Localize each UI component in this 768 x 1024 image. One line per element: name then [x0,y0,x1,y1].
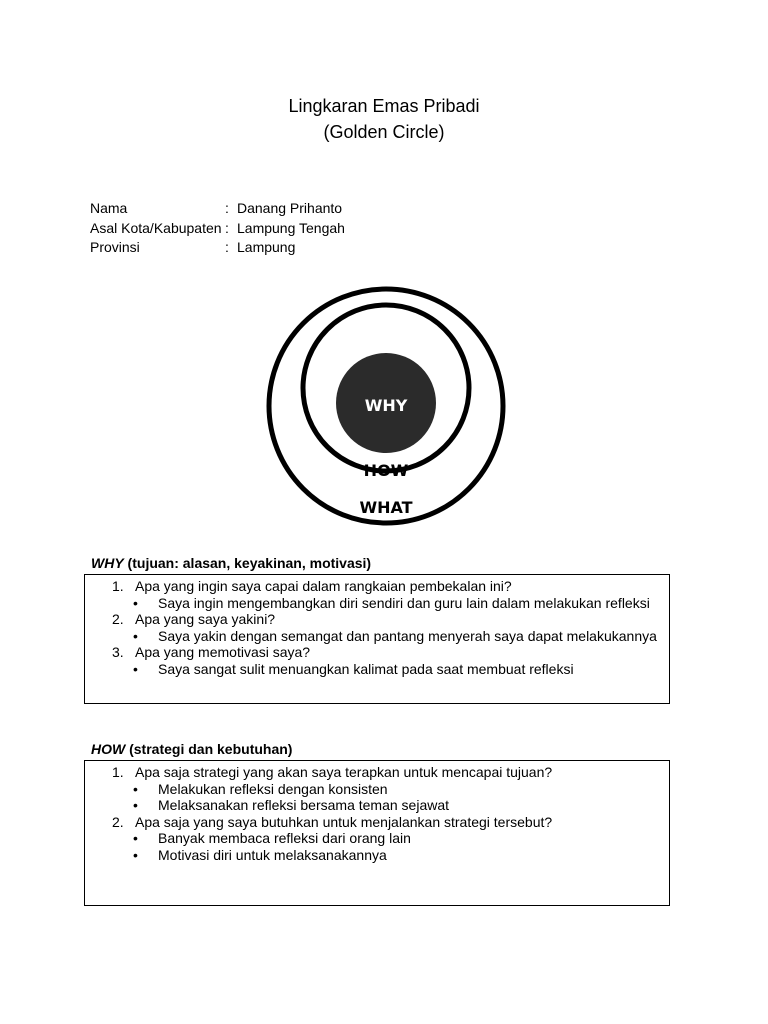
how-heading [91,741,292,757]
page-title [0,93,768,145]
bullet-icon: • [133,594,138,611]
answer-bullet [85,797,669,814]
info-row-nama [90,199,345,219]
bullet-icon: • [133,780,138,797]
info-value: Danang Prihanto [237,200,343,216]
bullet-icon: • [133,797,138,814]
info-label: Provinsi [90,239,140,255]
question-item [85,764,669,781]
answer-text: Saya ingin mengembangkan diri sendiri dan guru lain dalam melakukan refleksi [158,594,650,611]
answer-bullet [85,628,669,645]
answer-bullet [85,781,669,798]
question-text: Apa saja yang saya butuhkan untuk menjalankan strategi tersebut? [135,813,553,830]
info-value: Lampung Tengah [237,219,345,236]
how-heading-key: HOW [91,741,126,757]
bullet-icon: • [133,846,138,863]
question-number: 1. [112,764,124,780]
identity-block [90,199,345,258]
answer-text: Saya yakin dengan semangat dan pantang menyerah saya dapat melakukannya [158,627,657,644]
why-answer-box [84,574,670,704]
answer-bullet [85,595,669,612]
info-colon: : [225,219,229,236]
answer-text: Saya sangat sulit menuangkan kalimat pada saat membuat refleksi [158,660,574,677]
bullet-icon: • [133,627,138,644]
what-label: WHAT [359,498,413,517]
question-number: 2. [112,813,124,830]
info-label: Nama [90,200,128,216]
question-text: Apa yang saya yakini? [135,611,276,628]
question-number: 1. [112,578,124,594]
info-row-kota [90,219,345,239]
bullet-icon: • [133,660,138,677]
bullet-icon: • [133,830,138,847]
question-text: Apa saja strategi yang akan saya terapkan untuk mencapai tujuan? [135,764,553,780]
how-heading-rest: (strategi dan kebutuhan) [125,741,293,757]
info-label: Asal Kota/Kabupaten [90,219,222,236]
info-value: Lampung [237,239,296,255]
info-colon: : [225,200,229,216]
question-number: 3. [112,644,124,661]
answer-text: Melaksanakan refleksi bersama teman sejawat [158,797,450,814]
answer-text: Motivasi diri untuk melaksanakannya [158,846,387,863]
title-line-1: Lingkaran Emas Pribadi [288,96,480,116]
why-label: WHY [364,396,408,415]
answer-bullet [85,830,669,847]
question-item [85,814,669,831]
info-colon: : [225,239,229,255]
golden-circle-diagram [266,282,506,530]
title-line-2: (Golden Circle) [323,122,445,142]
answer-text: Melakukan refleksi dengan konsisten [158,780,388,797]
question-text: Apa yang ingin saya capai dalam rangkaian pembekalan ini? [135,578,512,594]
question-text: Apa yang memotivasi saya? [135,644,311,661]
answer-text: Banyak membaca refleksi dari orang lain [158,830,411,847]
how-answer-box [84,760,670,906]
info-row-provinsi [90,238,345,258]
why-heading-key: WHY [91,555,124,571]
answer-bullet [85,661,669,678]
question-item [85,644,669,661]
answer-bullet [85,847,669,864]
why-heading-rest: (tujuan: alasan, keyakinan, motivasi) [123,555,372,571]
question-number: 2. [112,611,124,628]
question-item [85,578,669,595]
how-label: HOW [363,461,409,480]
why-heading [91,555,371,571]
question-item [85,611,669,628]
